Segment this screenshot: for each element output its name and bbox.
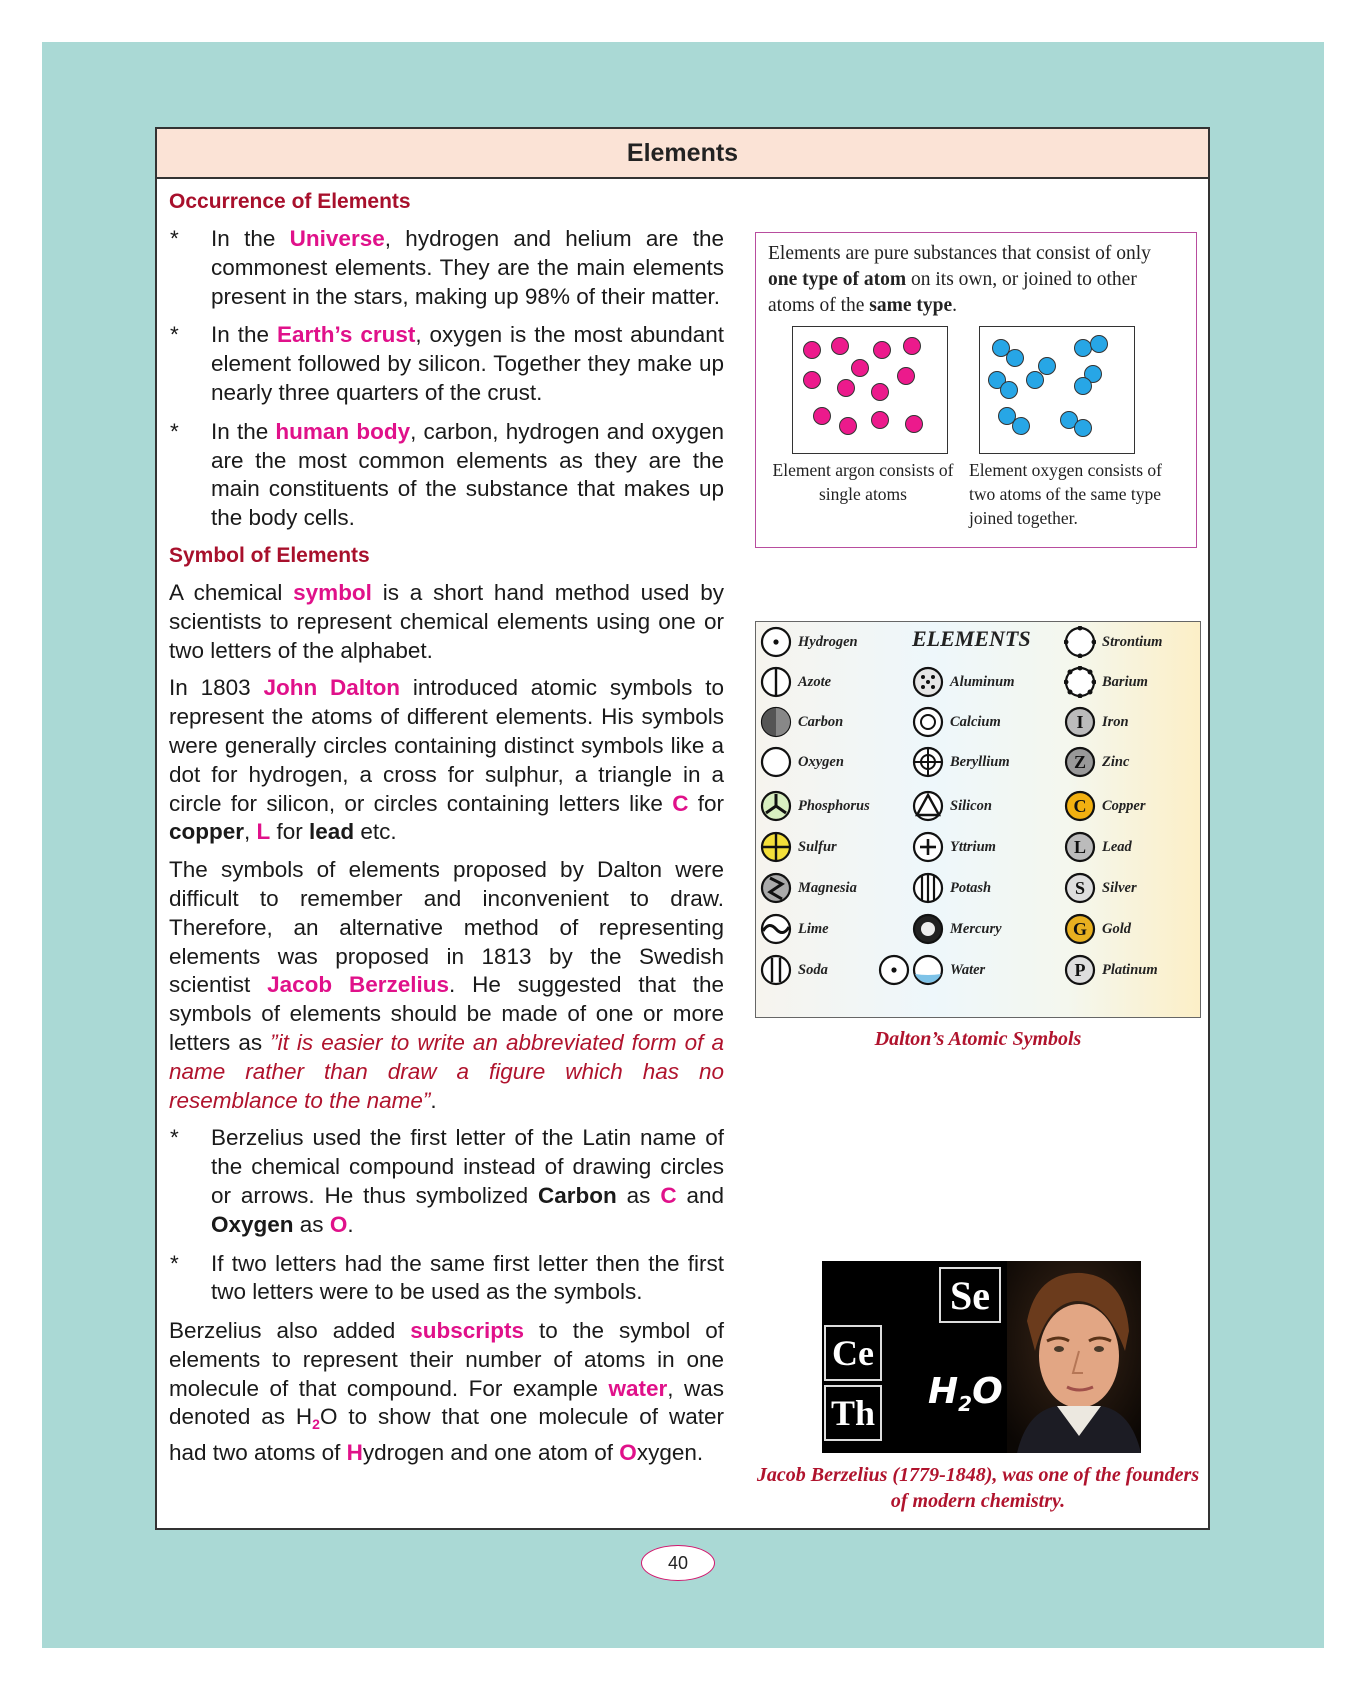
- dalton-caption: Dalton’s Atomic Symbols: [874, 1028, 1082, 1050]
- dalton-magnesia-label: Magnesia: [798, 879, 857, 896]
- dalton-azote-icon: [760, 666, 792, 698]
- argon-caption: Element argon consists of single atoms: [772, 460, 954, 504]
- paragraph-symbol: A chemical symbol is a short hand method used by scientists to represent chemical elements using one or two letters of the alphabet.: [169, 579, 724, 663]
- definition-text: Elements are pure substances that consist of only one type of atom on its own, or joined to other atoms of the same type.: [768, 243, 1151, 316]
- dalton-silver: [1064, 872, 1137, 904]
- dalton-gold-icon: [1064, 913, 1096, 945]
- dalton-beryllium-label: Beryllium: [950, 753, 1010, 770]
- svg-text:Z: Z: [1073, 752, 1087, 772]
- bullet-two-letters: * If two letters had the same first letter then the first two letters were to be used as the symbols.: [170, 1250, 724, 1305]
- content-panel: [155, 127, 1210, 1530]
- berzelius-portrait: [822, 1261, 1141, 1453]
- bullet-earth-crust: * In the Earth’s crust, oxygen is the most abundant element followed by silicon. Together they make up nearly three quarters of the crust.: [170, 322, 724, 405]
- left-column: [169, 187, 724, 1477]
- dalton-iron-label: Iron: [1102, 713, 1129, 730]
- dalton-soda-label: Soda: [798, 961, 828, 978]
- dalton-barium-label: Barium: [1102, 673, 1148, 690]
- dalton-water-hydrogen-icon: [878, 954, 910, 986]
- bullet-human-body: * In the human body, carbon, hydrogen and oxygen are the most common elements as they are the main constituents of the substance that makes up the body cells.: [170, 418, 724, 531]
- dalton-strontium: [1064, 626, 1162, 658]
- page-title: Elements: [157, 129, 1208, 179]
- dalton-gold-label: Gold: [1102, 920, 1131, 937]
- dalton-silicon-label: Silicon: [950, 797, 992, 814]
- dalton-mercury-label: Mercury: [950, 920, 1002, 937]
- dalton-aluminum-icon: [912, 666, 944, 698]
- dalton-sulfur: [760, 831, 837, 863]
- dalton-azote: [760, 666, 831, 698]
- svg-text:I: I: [1076, 712, 1084, 732]
- section-heading-symbol: Symbol of Elements: [169, 543, 370, 567]
- dalton-copper-icon: [1064, 790, 1096, 822]
- tile-th: Th: [824, 1385, 882, 1441]
- dalton-water-oxygen-icon: [912, 954, 944, 986]
- dalton-phosphorus: [760, 790, 870, 822]
- dalton-magnesia-icon: [760, 872, 792, 904]
- dalton-silver-label: Silver: [1102, 879, 1137, 896]
- svg-text:G: G: [1072, 919, 1088, 939]
- dalton-potash-icon: [912, 872, 944, 904]
- svg-text:P: P: [1074, 960, 1086, 980]
- dalton-platinum: [1064, 954, 1158, 986]
- dalton-calcium-icon: [912, 706, 944, 738]
- dalton-mercury: [912, 913, 1002, 945]
- page-number: 40: [641, 1545, 715, 1581]
- dalton-beryllium-icon: [912, 746, 944, 778]
- dalton-silicon: [912, 790, 992, 822]
- dalton-phosphorus-icon: [760, 790, 792, 822]
- tile-ce: Ce: [824, 1325, 882, 1381]
- paragraph-berzelius: The symbols of elements proposed by Dalton were difficult to remember and inconvenient to draw. Therefore, an alternative method of representing elements was proposed in 1813 by the Swedish scientist Jacob Berzelius. He suggested that the symbols of elements should be made of one or more letters as ”it is easier to write an abbreviated form of a name rather than draw a figure which has no resemblance to the name”.: [169, 857, 724, 1113]
- argon-atoms-diagram: [792, 326, 948, 454]
- dalton-aluminum: [912, 666, 1014, 698]
- dalton-oxygen: [760, 746, 844, 778]
- dalton-yttrium-label: Yttrium: [950, 838, 996, 855]
- dalton-symbols-chart: [755, 621, 1201, 1018]
- dalton-zinc: [1064, 746, 1129, 778]
- dalton-zinc-icon: [1064, 746, 1096, 778]
- dalton-barium: [1064, 666, 1148, 698]
- dalton-water-label: Water: [950, 961, 986, 978]
- dalton-zinc-label: Zinc: [1102, 753, 1130, 770]
- dalton-aluminum-label: Aluminum: [950, 673, 1015, 690]
- dalton-lead: [1064, 831, 1132, 863]
- dalton-phosphorus-label: Phosphorus: [798, 797, 870, 814]
- dalton-carbon: [760, 706, 843, 738]
- section-heading-occurrence: Occurrence of Elements: [169, 190, 411, 213]
- dalton-hydrogen-label: Hydrogen: [798, 633, 858, 650]
- dalton-potash-label: Potash: [950, 879, 992, 896]
- paragraph-subscripts: Berzelius also added subscripts to the symbol of elements to represent their number of atoms in one molecule of that compound. For example water, was denoted as $H_2O$ to show that one molecule of water had two atoms of Hydrogen and one atom of Oxygen.: [169, 1318, 724, 1466]
- dalton-oxygen-label: Oxygen: [798, 753, 844, 770]
- dalton-iron-icon: [1064, 706, 1096, 738]
- oxygen-caption: Element oxygen consists of two atoms of the same type joined together.: [969, 460, 1162, 528]
- bullet-universe: * In the Universe, hydrogen and helium are the commonest elements. They are the main elements present in the stars, making up 98% of their matter.: [170, 226, 724, 309]
- dalton-copper-label: Copper: [1102, 797, 1146, 814]
- paragraph-dalton: In 1803 John Dalton introduced atomic symbols to represent the atoms of different elements. His symbols were generally circles containing distinct symbols like a dot for hydrogen, a cross for sulphur, a triangle in a circle for silicon, or circles containing letters like C for copper, L for lead etc.: [169, 675, 724, 845]
- dalton-lime-label: Lime: [798, 920, 829, 937]
- dalton-lime-icon: [760, 913, 792, 945]
- dalton-strontium-label: Strontium: [1102, 633, 1163, 650]
- dalton-sulfur-label: Sulfur: [798, 838, 837, 855]
- svg-text:S: S: [1074, 878, 1086, 898]
- dalton-hydrogen-icon: [760, 626, 792, 658]
- dalton-platinum-icon: [1064, 954, 1096, 986]
- oxygen-molecules-diagram: [979, 326, 1135, 454]
- svg-text:L: L: [1073, 837, 1087, 857]
- berzelius-caption: Jacob Berzelius (1779-1848), was one of the founders of modern chemistry.: [756, 1464, 1200, 1512]
- dalton-azote-label: Azote: [798, 673, 832, 690]
- berzelius-face-image: [1007, 1261, 1141, 1453]
- dalton-iron: [1064, 706, 1129, 738]
- dalton-platinum-label: Platinum: [1102, 961, 1158, 978]
- dalton-beryllium: [912, 746, 1010, 778]
- dalton-lime: [760, 913, 829, 945]
- dalton-sulfur-icon: [760, 831, 792, 863]
- dalton-oxygen-icon: [760, 746, 792, 778]
- dalton-carbon-label: Carbon: [798, 713, 844, 730]
- dalton-strontium-icon: [1064, 626, 1096, 658]
- dalton-calcium: [912, 706, 1001, 738]
- dalton-water: [878, 954, 985, 986]
- dalton-hydrogen: [760, 626, 858, 658]
- dalton-lead-icon: [1064, 831, 1096, 863]
- dalton-lead-label: Lead: [1102, 838, 1132, 855]
- dalton-magnesia: [760, 872, 857, 904]
- dalton-gold: [1064, 913, 1131, 945]
- dalton-potash: [912, 872, 991, 904]
- dalton-calcium-label: Calcium: [950, 713, 1001, 730]
- bullet-first-letter: * Berzelius used the first letter of the Latin name of the chemical compound instead of drawing circles or arrows. He thus symbolized Carbon as C and Oxygen as O.: [170, 1125, 725, 1237]
- dalton-soda-icon: [760, 954, 792, 986]
- definition-box: [755, 232, 1197, 548]
- dalton-yttrium: [912, 831, 996, 863]
- dalton-copper: [1064, 790, 1146, 822]
- svg-text:C: C: [1073, 796, 1087, 816]
- dalton-silicon-icon: [912, 790, 944, 822]
- dalton-chart-title: ELEMENTS: [912, 626, 1031, 651]
- dalton-soda: [760, 954, 828, 986]
- dalton-mercury-icon: [912, 913, 944, 945]
- dalton-carbon-icon: [760, 706, 792, 738]
- dalton-yttrium-icon: [912, 831, 944, 863]
- tile-se: Se: [939, 1267, 1001, 1323]
- h2o-formula: $H_2O$: [928, 1371, 1003, 1416]
- dalton-barium-icon: [1064, 666, 1096, 698]
- dalton-silver-icon: [1064, 872, 1096, 904]
